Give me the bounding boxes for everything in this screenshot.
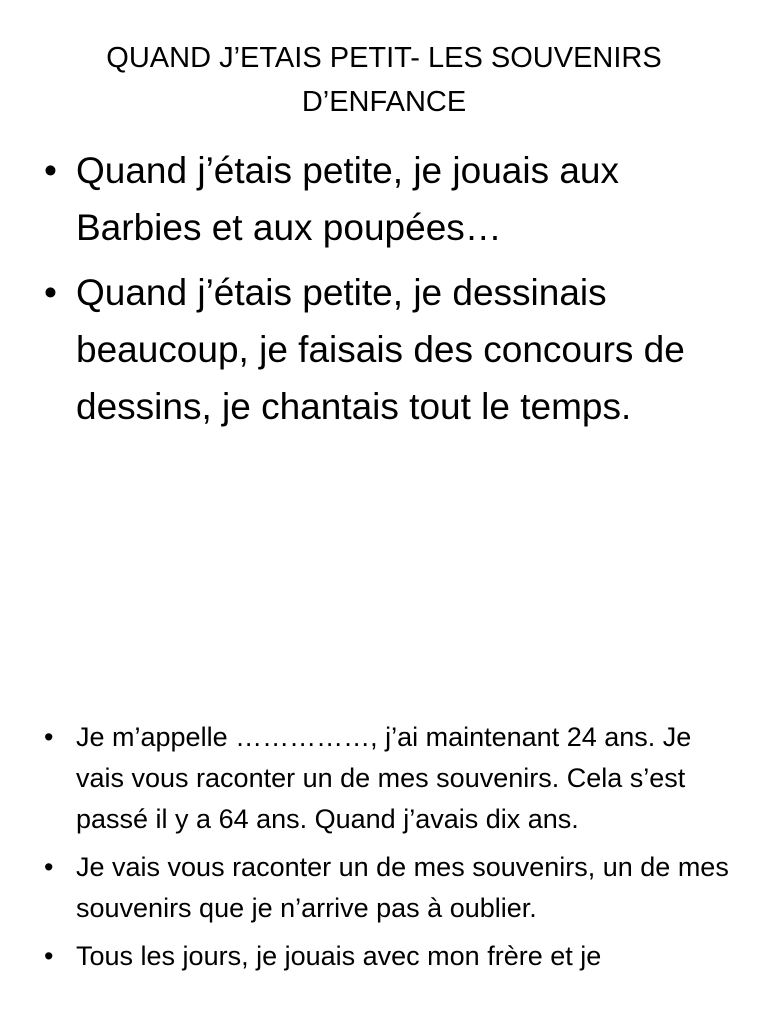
bullet-icon: • xyxy=(44,941,54,971)
list-item-text: Tous les jours, je jouais avec mon frère et je xyxy=(76,941,602,971)
list-item xyxy=(44,717,744,840)
list-item xyxy=(44,142,744,256)
bullet-icon: • xyxy=(44,150,57,191)
main-bullet-list xyxy=(44,142,744,443)
list-item-text: Je m’appelle ……………, j’ai maintenant 24 ans. Je vais vous raconter un de mes souvenirs. Cela s’est passé il y a 64 ans. Quand j’avais dix ans. xyxy=(76,722,692,834)
slide-title: QUAND J’ETAIS PETIT- LES SOUVENIRS D’ENFANCE xyxy=(106,42,662,118)
list-item-text: Je vais vous raconter un de mes souvenirs, un de mes souvenirs que je n’arrive pas à oublier. xyxy=(76,852,729,923)
list-item xyxy=(44,936,744,977)
list-item xyxy=(44,847,744,929)
bullet-icon: • xyxy=(44,852,54,882)
story-bullet-list xyxy=(44,717,744,984)
bullet-icon: • xyxy=(44,722,54,752)
bullet-icon: • xyxy=(44,272,57,313)
list-item xyxy=(44,264,744,435)
list-item-text: Quand j’étais petite, je jouais aux Barbies et aux poupées… xyxy=(76,150,620,248)
list-item-text: Quand j’étais petite, je dessinais beaucoup, je faisais des concours de dessins, je chantais tout le temps. xyxy=(76,272,685,427)
